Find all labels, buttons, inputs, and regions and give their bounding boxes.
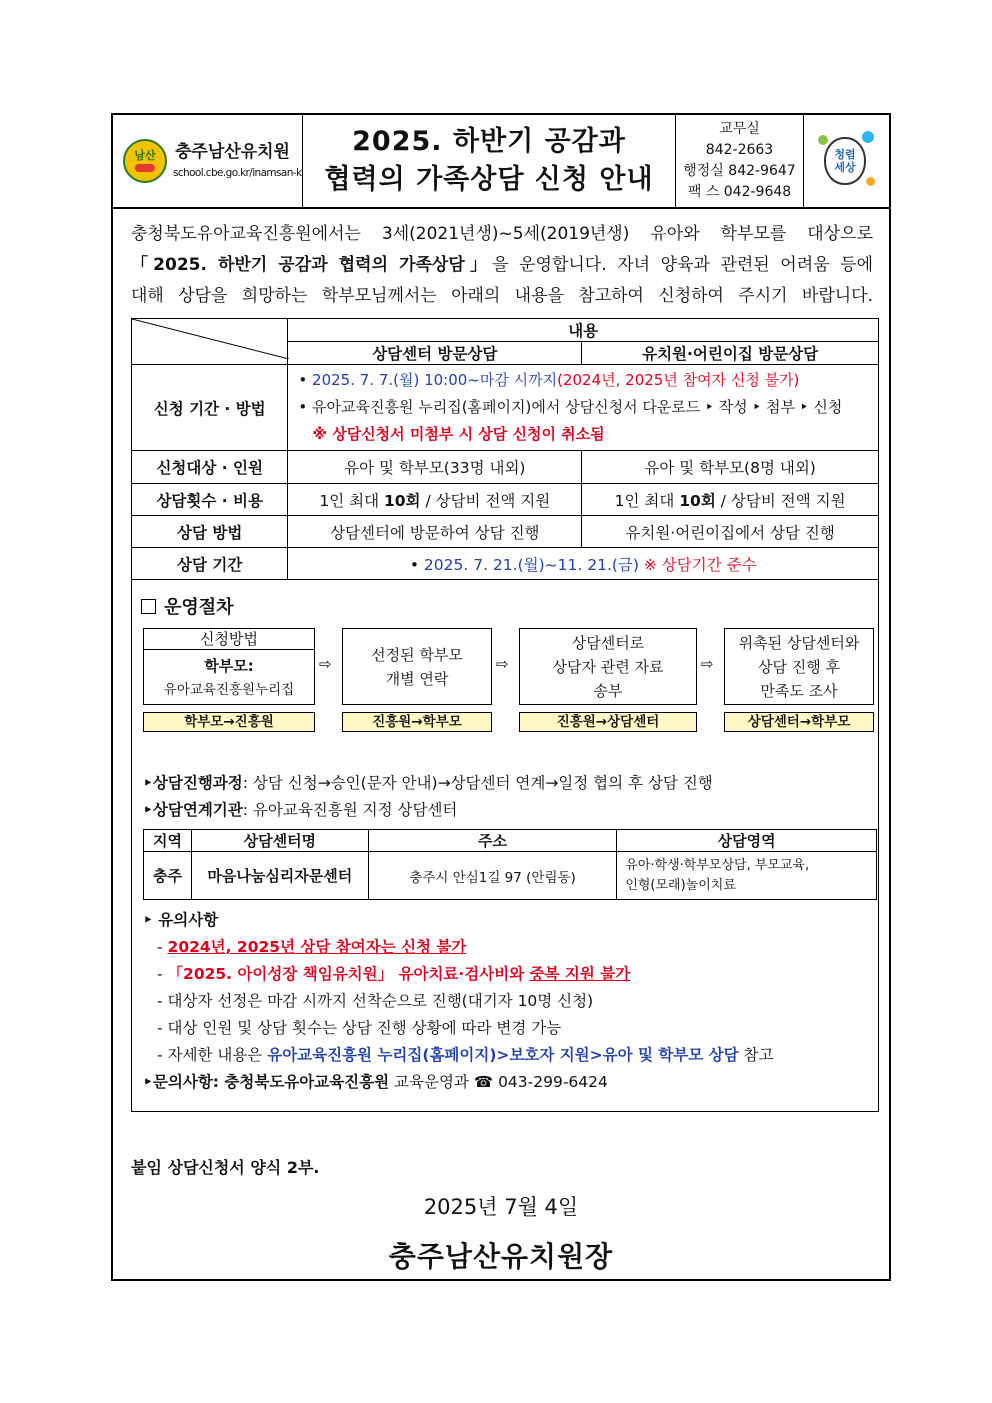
arrow-right-icon: ⇨ <box>319 655 332 673</box>
step-4-line-1: 위촉된 상담센터와 <box>738 633 860 652</box>
apply-line-2: • 유아교육진흥원 누리집(홈페이지)에서 상담신청서 다운로드 ‣ 작성 ‣ 첨부 ‣ 신청 <box>298 398 843 416</box>
contact-line-2: 842-2663 <box>705 142 774 158</box>
center-table <box>143 829 877 900</box>
step-1-sub: 유아교육진흥원누리집 <box>163 682 295 698</box>
school-url: school.cbe.go.kr/inamsan-k <box>173 167 302 179</box>
contact-label: ‣문의사항: 충청북도유아교육진흥원 <box>143 1073 390 1091</box>
document-title <box>303 115 676 207</box>
linked-org-line <box>143 798 457 820</box>
step-4-line-3: 만족도 조사 <box>760 681 838 700</box>
arrow-right-icon: ⇨ <box>701 655 714 673</box>
row-apply-label: 신청 기간 · 방법 <box>132 365 288 451</box>
step-3-line-1: 상담센터로 <box>571 633 645 652</box>
count-pre: 1인 최대 <box>614 491 680 510</box>
arrow-right-icon: ⇨ <box>496 655 509 673</box>
note-2-text: 「2025. 아이성장 책임유치원」 유아치료·검사비와 <box>167 965 530 983</box>
count-center <box>288 484 582 516</box>
step-1-box <box>143 628 315 705</box>
document-date: 2025년 7월 4일 <box>423 1195 579 1219</box>
procedure-title <box>141 593 234 619</box>
cell-center-name: 마음나눔심리자문센터 <box>191 852 368 900</box>
linked-org-text: : 유아교육진흥원 지정 상담센터 <box>242 801 458 819</box>
contact-line <box>143 1069 774 1096</box>
note-2 <box>143 961 774 988</box>
count-bold: 10회 <box>383 491 421 510</box>
intro-line-2-rest: 을 운영합니다. 자녀 양육과 관련된 어려움 등에 <box>492 255 873 275</box>
col-area: 상담영역 <box>617 830 877 852</box>
count-kinder <box>582 484 879 516</box>
step-2-line-2: 개별 연락 <box>385 669 449 688</box>
col-address: 주소 <box>368 830 617 852</box>
note-2-emphasis: 중복 지원 불가 <box>529 965 631 983</box>
school-block <box>113 115 303 207</box>
cell-address: 충주시 안심1길 97 (안림동) <box>368 852 617 900</box>
contact-line-4: 팩 스 042-9648 <box>687 184 792 200</box>
apply-warning: ※ 상담신청서 미첨부 시 상담 신청이 취소됨 <box>312 425 605 443</box>
period-cell: • 2025. 7. 21.(월)~11. 21.(금) ※ 상담기간 준수 <box>288 548 879 580</box>
linked-org-label: ‣상담연계기관 <box>143 801 243 819</box>
title-line-1: 2025. 하반기 공감과 <box>352 126 626 157</box>
inner-border-left <box>131 318 132 1111</box>
row-count-label: 상담횟수 · 비용 <box>132 484 288 516</box>
note-4: - 대상 인원 및 상담 횟수는 상담 진행 상황에 따라 변경 가능 <box>157 1019 562 1037</box>
logo-flower-icon <box>135 164 155 172</box>
row-period-label: 상담 기간 <box>132 548 288 580</box>
method-kinder: 유치원·어린이집에서 상담 진행 <box>582 516 879 548</box>
count-pre: 1인 최대 <box>319 491 384 510</box>
note-3: - 대상자 선정은 마감 시까지 선착순으로 진행(대기자 10명 신청) <box>157 992 594 1010</box>
area-line-2: 인형(모래)놀이치료 <box>625 877 736 893</box>
header <box>113 115 889 209</box>
header-content: 내용 <box>288 319 879 342</box>
apply-restriction: (2024년, 2025년 참여자 신청 불가) <box>557 371 800 389</box>
notes-title: ‣ 유의사항 <box>143 911 219 929</box>
signer: 충주남산유치원장 <box>388 1240 614 1273</box>
note-2-dash: - <box>157 965 168 983</box>
method-center: 상담센터에 방문하여 상담 진행 <box>288 516 582 548</box>
title-line-2: 협력의 가족상담 신청 안내 <box>324 164 654 195</box>
step-4-tag: 상담센터→학부모 <box>724 712 874 732</box>
col-region: 지역 <box>144 830 192 852</box>
step-2-tag: 진흥원→학부모 <box>342 712 492 732</box>
apply-details <box>288 365 879 451</box>
target-kinder: 유아 및 학부모(8명 내외) <box>582 451 879 484</box>
count-bold: 10회 <box>679 491 716 510</box>
attachment-note: 붙임 상담신청서 양식 2부. <box>131 1158 320 1177</box>
apply-period: 2025. 7. 7.(월) 10:00~마감 시까지 <box>312 371 558 389</box>
inner-border-bottom <box>131 1111 879 1112</box>
process-label: ‣상담진행과정 <box>143 774 243 792</box>
row-method-label: 상담 방법 <box>132 516 288 548</box>
note-5-post: 참고 <box>738 1046 774 1064</box>
integrity-logo <box>804 115 889 207</box>
intro-line-1: 충청북도유아교육진흥원에서는 3세(2021년생)~5세(2019년생) 유아와 학부모를 대상으로 <box>131 224 873 244</box>
process-line <box>143 771 713 793</box>
integrity-badge <box>824 137 866 185</box>
step-3-tag: 진흥원→상담센터 <box>519 712 697 732</box>
info-table <box>131 318 879 580</box>
process-text: : 상담 신청→승인(문자 안내)→상담센터 연계→일정 협의 후 상담 진행 <box>242 774 713 792</box>
apply-line-1: • 2025. 7. 7.(월) 10:00~마감 시까지(2024년, 2025년 참여자 신청 불가) <box>298 371 800 389</box>
apply-method: 유아교육진흥원 누리집(홈페이지)에서 상담신청서 다운로드 ‣ 작성 ‣ 첨부 ‣ 신청 <box>312 398 843 416</box>
cell-area <box>617 852 877 900</box>
intro-line-2 <box>131 250 873 281</box>
step-4-line-2: 상담 진행 후 <box>758 657 840 676</box>
period-note: ※ 상담기간 준수 <box>638 555 757 574</box>
contact-line-3: 행정실 842-9647 <box>683 163 796 179</box>
count-post: / 상담비 전액 지원 <box>715 491 846 510</box>
step-3-box <box>519 628 697 705</box>
school-name: 충주남산유치원 <box>175 142 290 162</box>
diagonal-line <box>132 319 289 359</box>
contact-block <box>676 115 804 207</box>
step-2-line-1: 선정된 학부모 <box>371 645 463 664</box>
note-5-path: 유아교육진흥원 누리집(홈페이지)>보호자 지원>유아 및 학부모 상담 <box>267 1046 739 1064</box>
note-1 <box>143 934 774 961</box>
program-name: 「2025. 하반기 공감과 협력의 가족상담」 <box>131 255 493 275</box>
contact-text: 교육운영과 ☎ 043-299-6424 <box>389 1073 608 1091</box>
badge-line-1: 청렴 <box>834 148 856 161</box>
school-logo-text: 남산 <box>134 149 156 162</box>
period-dates: 2025. 7. 21.(월)~11. 21.(금) <box>423 555 639 574</box>
col-center-name: 상담센터명 <box>191 830 368 852</box>
col-kinder-visit: 유치원·어린이집 방문상담 <box>582 342 879 365</box>
school-logo <box>123 139 167 183</box>
cell-region: 충주 <box>144 852 192 900</box>
procedure-title-text: 운영절차 <box>164 597 234 618</box>
inner-border-right <box>878 318 879 1111</box>
target-center: 유아 및 학부모(33명 내외) <box>288 451 582 484</box>
dot-icon <box>862 131 874 143</box>
intro-paragraph <box>131 219 873 312</box>
badge-line-2: 세상 <box>834 161 856 174</box>
row-target-label: 신청대상 · 인원 <box>132 451 288 484</box>
document-frame <box>111 113 891 1281</box>
note-1-text: 2024년, 2025년 상담 참여자는 신청 불가 <box>167 938 467 956</box>
step-1-tag: 학부모→진흥원 <box>143 712 315 732</box>
col-center-visit: 상담센터 방문상담 <box>288 342 582 365</box>
notes-section <box>143 907 774 1096</box>
count-post: / 상담비 전액 지원 <box>420 491 551 510</box>
intro-line-3: 대해 상담을 희망하는 학부모님께서는 아래의 내용을 참고하여 신청하여 주시기 바랍니다. <box>131 286 873 306</box>
dot-icon <box>818 135 828 145</box>
note-1-dash: - <box>157 938 168 956</box>
note-5-pre: - 자세한 내용은 <box>157 1046 268 1064</box>
diagonal-corner-cell <box>132 319 288 365</box>
step-2-box <box>342 628 492 705</box>
note-5 <box>143 1042 774 1069</box>
step-3-line-2: 상담자 관련 자료 <box>552 657 664 676</box>
step-1-main: 학부모: <box>204 657 254 675</box>
step-3-line-3: 송부 <box>593 681 623 700</box>
step-4-box <box>724 628 874 705</box>
area-line-1: 유아·학생·학부모상담, 부모교육, <box>625 857 810 873</box>
checkbox-square-icon <box>141 599 156 614</box>
contact-line-1: 교무실 <box>719 121 760 137</box>
dot-icon <box>866 177 875 186</box>
step-1-head: 신청방법 <box>144 629 314 650</box>
